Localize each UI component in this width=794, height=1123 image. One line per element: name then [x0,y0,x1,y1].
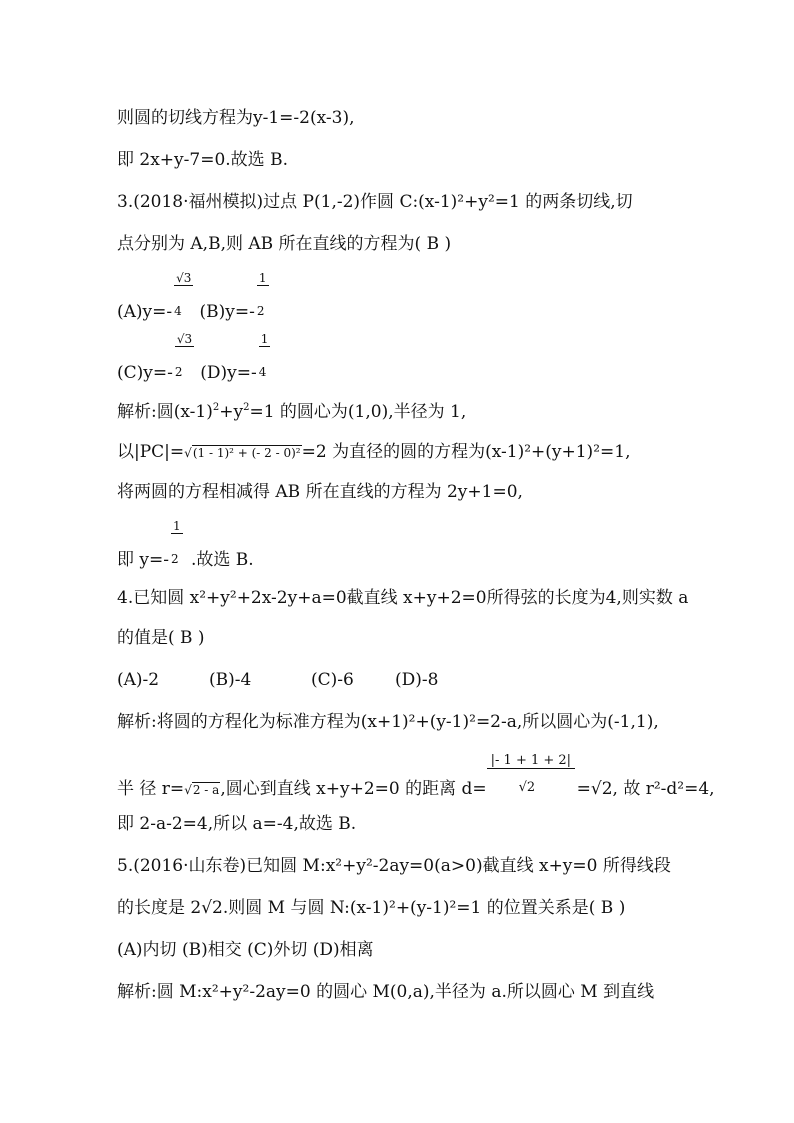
fraction: $\frac{1}{2}$ [171,519,181,566]
option-b-fraction: $\frac{1}{2}$ [256,271,267,318]
option-b: (B)-4 [209,670,252,690]
option-b-label: (B)y=- [199,302,255,322]
analysis-line: 解析:将圆的方程化为标准方程为(x+1)²+(y-1)²=2-a,所以圆心为(-1,1), [117,712,659,732]
text-line: 则圆的切线方程为y-1=-2(x-3), [117,108,355,128]
sqrt-expression: √2 - a [184,783,220,797]
option-d: (D)-8 [395,670,439,690]
question-4-stem: 4.已知圆 x²+y²+2x-2y+a=0截直线 x+y+2=0所得弦的长度为4,则实数 a [117,588,689,608]
q5-options: (A)内切 (B)相交 (C)外切 (D)相离 [117,940,374,960]
question-5-stem: 5.(2016·山东卷)已知圆 M:x²+y²-2ay=0(a>0)截直线 x+y=0 所得线段 [117,856,671,876]
distance-fraction: $\frac{|- 1 + 1 + 2|}{√2}$ [487,774,577,794]
analysis-line: 即 2-a-2=4,所以 a=-4,故选 B. [117,814,357,834]
option-c: (C)-6 [311,670,354,690]
analysis-line: 解析:圆 M:x²+y²-2ay=0 的圆心 M(0,a),半径为 a.所以圆心 M 到直线 [117,982,655,1002]
option-d-label: (D)y=- [200,363,257,383]
question-4-stem-cont: 的值是( B ) [117,628,205,648]
analysis-line: 半 径 r=√2 - a,圆心到直线 x+y+2=0 的距离 d= $\frac{|- 1 + 1 + 2|}{√2}$ =√2, 故 r²-d²=4, [117,753,715,799]
q3-options-cd [117,332,279,383]
option-c-fraction: $\frac{√3}{2}$ [174,332,193,379]
q3-options-ab [117,271,277,322]
analysis-line: 即 y=- $\frac{1}{2}$ .故选 B. [117,519,254,570]
text-line: 即 2x+y-7=0.故选 B. [117,150,288,170]
option-a: (A)-2 [117,670,160,690]
option-a-label: (A)y=- [117,302,173,322]
question-5-stem-cont: 的长度是 2√2.则圆 M 与圆 N:(x-1)²+(y-1)²=1 的位置关系是( B ) [117,898,626,918]
analysis-line: 解析:圆$(x-1)^2+y^2=1$ 的圆心为(1,0),半径为 1, [117,402,467,422]
option-c-label: (C)y=- [117,363,173,383]
question-3-stem-cont: 点分别为 A,B,则 AB 所在直线的方程为( B ) [117,234,452,254]
analysis-line: 以|PC|=√(1 - 1)² + (- 2 - 0)²=2 为直径的圆的方程为(x-1)²+(y+1)²=1, [117,442,631,462]
sqrt-expression: √(1 - 1)² + (- 2 - 0)² [184,446,301,460]
option-a-fraction: $\frac{√3}{4}$ [174,271,192,318]
question-3-stem: 3.(2018·福州模拟)过点 P(1,-2)作圆 C:(x-1)²+y²=1 的两条切线,切 [117,192,633,212]
q4-options [117,670,438,690]
option-d-fraction: $\frac{1}{4}$ [258,332,269,379]
analysis-line: 将两圆的方程相减得 AB 所在直线的方程为 2y+1=0, [117,482,523,502]
